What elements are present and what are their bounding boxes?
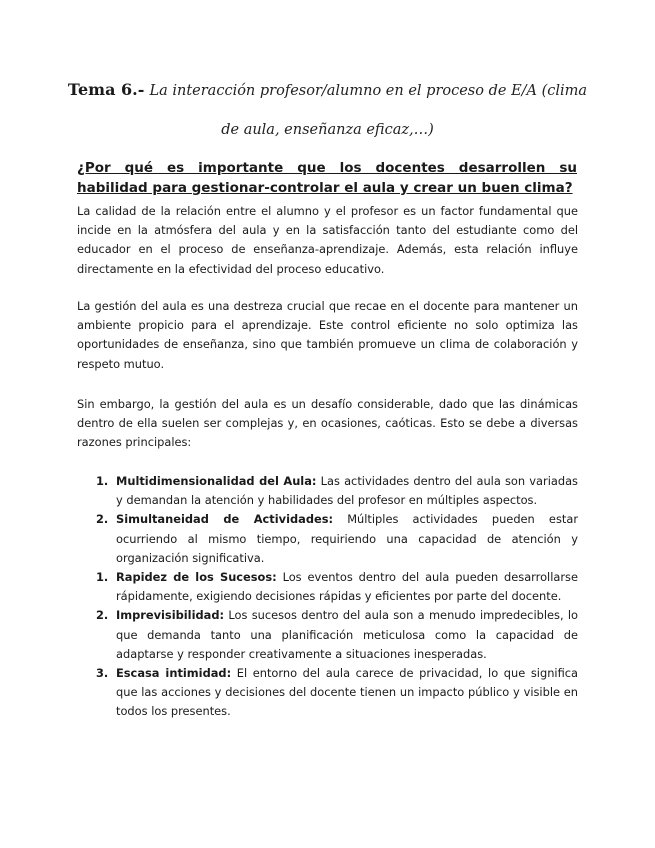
paragraph-1: La calidad de la relación entre el alumno y el profesor es un factor fundamental que incide en la atmósfera del aula y en la satisfacción tanto del estudiante como del educador en el proceso de enseñanza-aprendizaje. Además, esta relación influye directamente en la efectividad del proceso educativo. — [77, 204, 578, 276]
title-topic-text: La interacción profesor/alumno en el proceso de E/A (clima de aula, enseñanza eficaz,…) — [149, 83, 588, 138]
paragraph-3: Sin embargo, la gestión del aula es un desafío considerable, dado que las dinámicas dentro de ella suelen ser complejas y, en ocasiones, caóticas. Esto se debe a diversas razones principales: — [77, 397, 578, 450]
list-item-term: Rapidez de los Sucesos: — [116, 570, 277, 585]
list-item-text: Los sucesos dentro del aula son a menudo impredecibles, lo que demanda tanto una planificación meticulosa como la capacidad de adaptarse y responder creativamente a situaciones inesperadas. — [116, 608, 578, 661]
list-item-text: Los eventos dentro del aula pueden desarrollarse rápidamente, exigiendo decisiones rápidas y eficientes por parte del docente. — [116, 570, 578, 604]
paragraph-2: La gestión del aula es una destreza crucial que recae en el docente para mantener un ambiente propicio para el aprendizaje. Este control eficiente no solo optimiza las oportunidades de enseñanza, sino que también promueve un clima de colaboración y respeto mutuo. — [77, 299, 578, 371]
list-item-text: Múltiples actividades pueden estar ocurriendo al mismo tiempo, requiriendo una capacidad de atención y organización significativa. — [116, 512, 579, 565]
reasons-list — [96, 472, 578, 722]
list-item-term: Escasa intimidad: — [116, 666, 232, 681]
page-title — [60, 71, 595, 149]
list-item — [96, 664, 578, 722]
list-item — [96, 472, 578, 510]
list-item-term: Multidimensionalidad del Aula: — [116, 474, 317, 488]
list-item — [96, 606, 578, 664]
list-item-number: 2. — [96, 512, 109, 527]
list-item-term: Imprevisibilidad: — [116, 608, 225, 623]
list-item — [96, 510, 578, 568]
list-item-number: 1. — [96, 474, 109, 488]
list-item-text: El entorno del aula carece de privacidad, lo que significa que las acciones y decisiones del docente tienen un impacto público y visible en todos los presentes. — [116, 666, 578, 719]
list-item-number: 1. — [96, 570, 109, 585]
section-question-heading: ¿Por qué es importante que los docentes desarrollen su habilidad para gestionar-controlar el aula y crear un buen clima? — [77, 160, 577, 196]
list-item-text: Las actividades dentro del aula son variadas y demandan la atención y habilidades del profesor en múltiples aspectos. — [116, 474, 578, 508]
title-topic-number: Tema 6.- — [67, 80, 145, 99]
list-item-term: Simultaneidad de Actividades: — [116, 512, 334, 527]
list-item-number: 3. — [96, 666, 109, 681]
list-item-number: 2. — [96, 608, 109, 623]
list-item — [96, 568, 578, 606]
